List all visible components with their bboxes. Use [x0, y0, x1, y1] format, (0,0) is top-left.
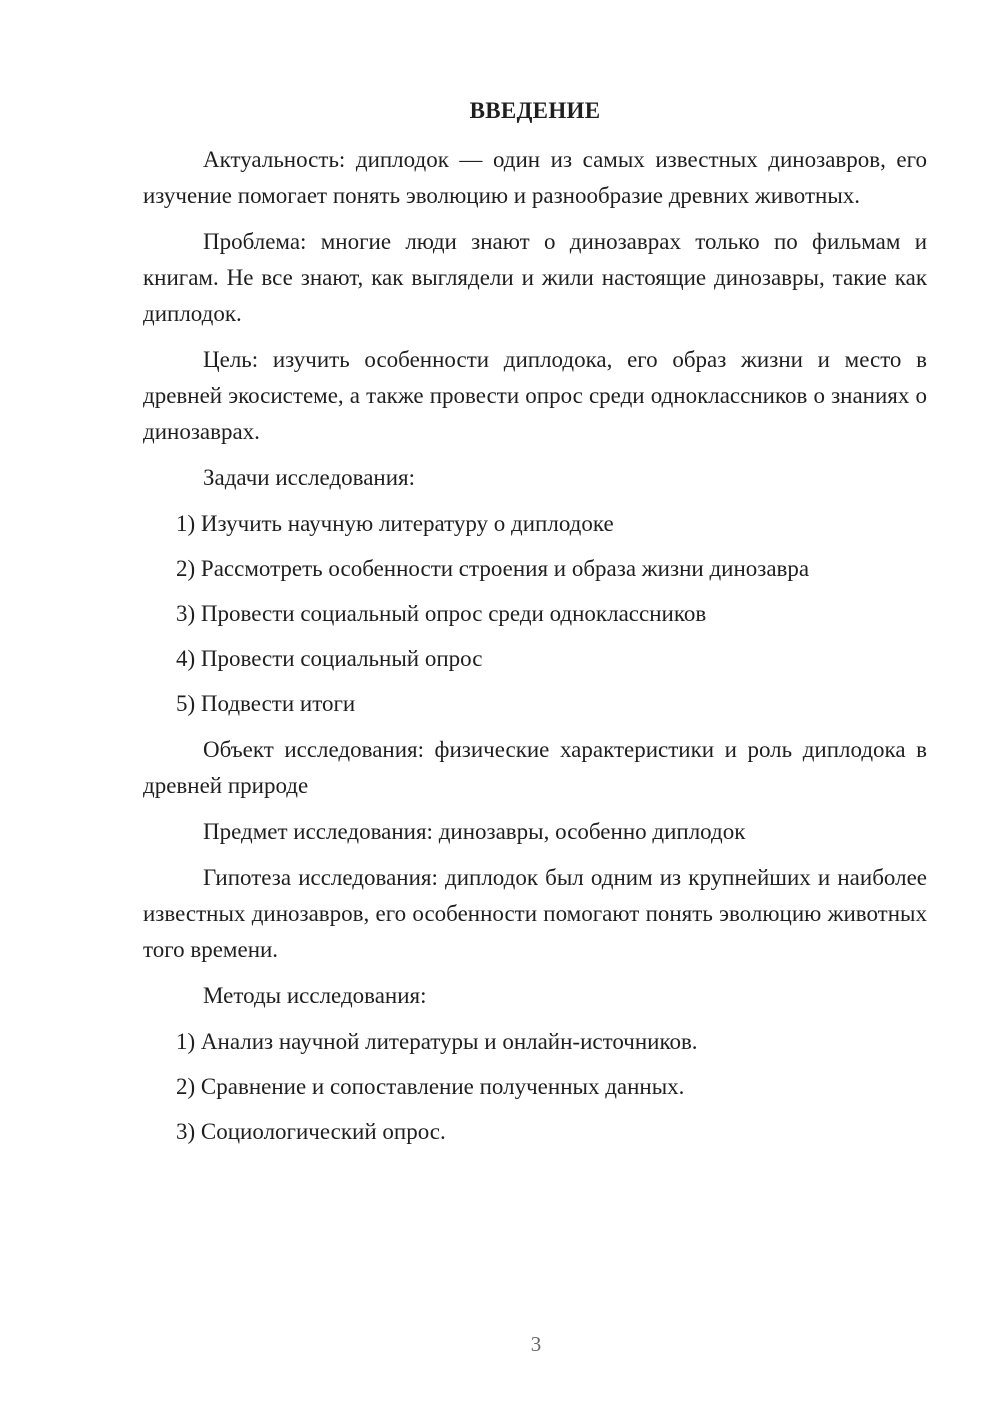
methods-heading: Методы исследования: [203, 983, 427, 1008]
subject-paragraph: Предмет исследования: динозавры, особенно диплодок [203, 819, 746, 844]
task-item: 3) Провести социальный опрос среди одноклассников [176, 601, 707, 626]
object-paragraph: Объект исследования: физические характеристики и роль диплодока в древней природе [143, 737, 927, 798]
methods-list [143, 1024, 927, 1150]
method-item: 3) Социологический опрос. [176, 1119, 446, 1144]
task-item: 2) Рассмотреть особенности строения и образа жизни динозавра [176, 556, 810, 581]
goal-paragraph: Цель: изучить особенности диплодока, его образ жизни и место в древней экосистеме, а также провести опрос среди одноклассников о знаниях о динозаврах. [143, 347, 927, 444]
page-number: 3 [530, 1332, 542, 1356]
tasks-list [143, 506, 927, 722]
method-item: 2) Сравнение и сопоставление полученных данных. [176, 1074, 685, 1099]
page-title: ВВЕДЕНИЕ [469, 98, 601, 123]
problem-paragraph: Проблема: многие люди знают о динозаврах только по фильмам и книгам. Не все знают, как выглядели и жили настоящие динозавры, такие как диплодок. [143, 229, 927, 326]
task-item: 5) Подвести итоги [176, 691, 356, 716]
task-item: 1) Изучить научную литературу о диплодоке [176, 511, 614, 536]
page-content [143, 96, 927, 1160]
relevance-paragraph: Актуальность: диплодок — один из самых известных динозавров, его изучение помогает понять эволюцию и разнообразие древних животных. [143, 147, 927, 208]
hypothesis-paragraph: Гипотеза исследования: диплодок был одним из крупнейших и наиболее известных динозавров, его особенности помогают понять эволюцию животных того времени. [143, 865, 927, 962]
tasks-heading: Задачи исследования: [203, 465, 416, 490]
method-item: 1) Анализ научной литературы и онлайн-источников. [176, 1029, 698, 1054]
task-item: 4) Провести социальный опрос [176, 646, 483, 671]
